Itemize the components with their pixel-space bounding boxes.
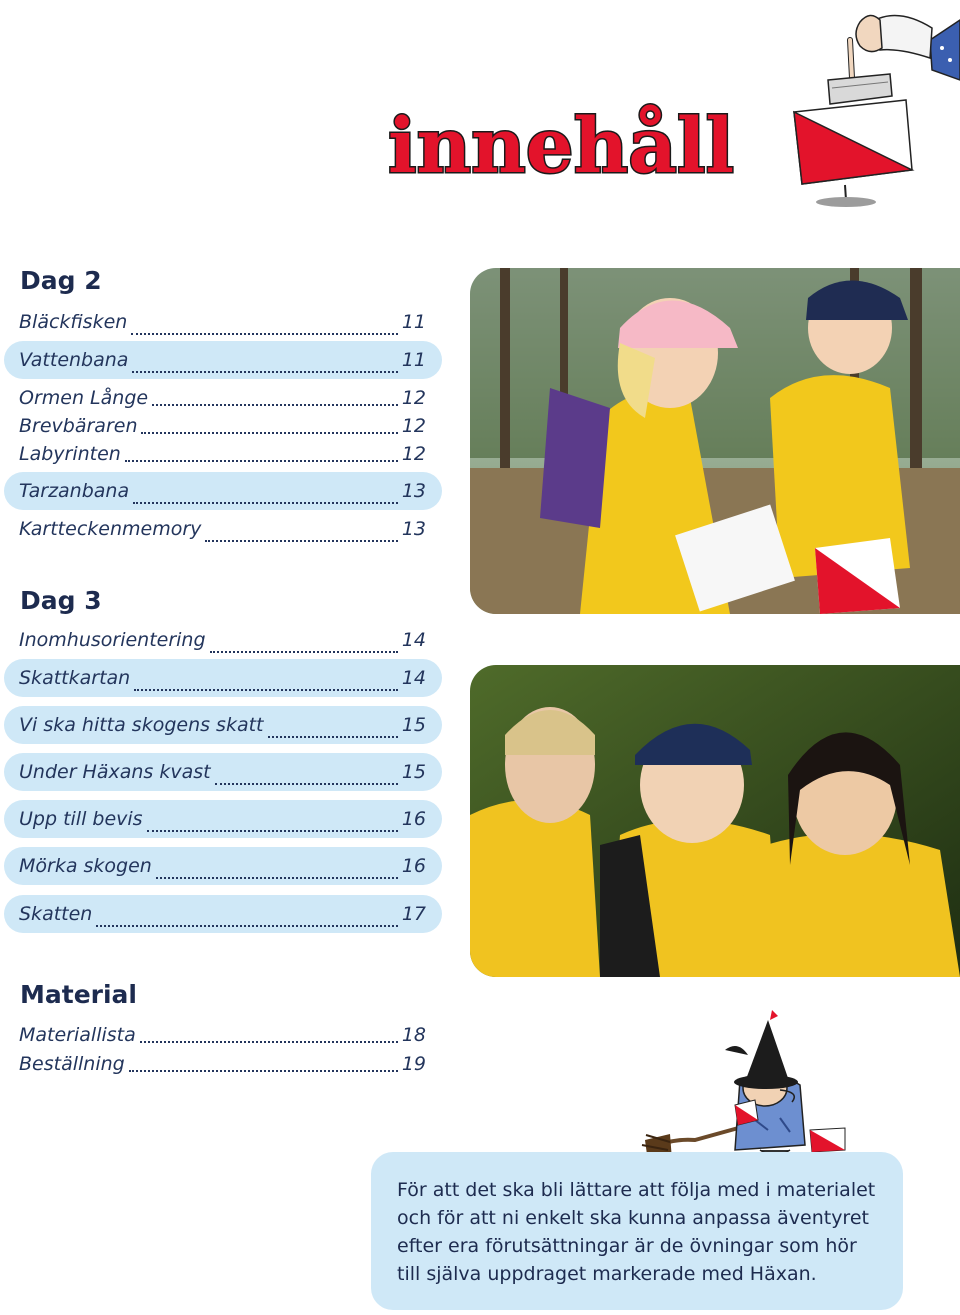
witch-illustration <box>640 1010 860 1170</box>
toc-entry[interactable] <box>4 472 442 510</box>
info-text-line: och för att ni enkelt ska kunna anpassa äventyret <box>397 1207 869 1229</box>
toc-entry-page: 16 <box>401 808 426 830</box>
children-orienteering-photo <box>470 268 960 614</box>
leader-dots <box>140 1040 398 1043</box>
toc-entry-page: 18 <box>401 1024 426 1046</box>
info-box <box>371 1152 903 1310</box>
leader-dots <box>156 876 398 879</box>
toc-entry[interactable] <box>4 753 442 791</box>
leader-dots <box>152 403 398 406</box>
toc-entry-page: 14 <box>401 629 426 651</box>
toc-entry-page: 16 <box>401 855 426 877</box>
info-text-line: till själva uppdraget markerade med Häxan. <box>397 1263 817 1285</box>
children-group-photo <box>470 665 960 977</box>
toc-entry-label: Inomhusorientering <box>19 629 206 651</box>
toc-entry-label: Beställning <box>19 1053 125 1075</box>
leader-dots <box>131 332 397 335</box>
toc-entry[interactable] <box>4 1021 442 1049</box>
toc-entry-label: Mörka skogen <box>19 855 152 877</box>
toc-entry-page: 15 <box>401 761 426 783</box>
section-heading-material: Material <box>20 980 137 1009</box>
toc-entry-label: Ormen Långe <box>19 387 149 409</box>
leader-dots <box>125 459 398 462</box>
title-text: innehåll <box>388 101 734 190</box>
toc-entry[interactable] <box>4 800 442 838</box>
toc-entry-page: 19 <box>401 1053 426 1075</box>
toc-entry[interactable] <box>4 895 442 933</box>
toc-entry[interactable] <box>4 706 442 744</box>
toc-entry-page: 11 <box>401 311 426 333</box>
leader-dots <box>268 735 398 738</box>
leader-dots <box>147 829 398 832</box>
toc-entry[interactable] <box>4 659 442 697</box>
leader-dots <box>215 782 398 785</box>
toc-entry[interactable] <box>4 847 442 885</box>
toc-entry-label: Tarzanbana <box>19 480 130 502</box>
toc-entry-label: Labyrinten <box>19 443 121 465</box>
toc-entry-label: Skattkartan <box>19 667 131 689</box>
toc-entry[interactable] <box>4 440 442 468</box>
toc-entry[interactable] <box>4 1050 442 1078</box>
toc-entry-page: 12 <box>401 387 426 409</box>
toc-entry-page: 12 <box>401 443 426 465</box>
leader-dots <box>134 688 398 691</box>
toc-entry[interactable] <box>4 412 442 440</box>
toc-entry-page: 13 <box>401 518 426 540</box>
toc-entry-page: 14 <box>401 667 426 689</box>
toc-entry-label: Skatten <box>19 903 93 925</box>
toc-entry-label: Brevbäraren <box>19 415 138 437</box>
toc-entry-label: Kartteckenmemory <box>19 518 202 540</box>
leader-dots <box>129 1069 398 1072</box>
toc-entry-page: 15 <box>401 714 426 736</box>
toc-entry[interactable] <box>4 384 442 412</box>
toc-entry-label: Vattenbana <box>19 349 129 371</box>
toc-entry[interactable] <box>4 621 442 659</box>
leader-dots <box>210 650 398 653</box>
toc-entry-label: Under Häxans kvast <box>19 761 211 783</box>
section-heading-dag-2: Dag 2 <box>20 266 102 295</box>
toc-entry-page: 13 <box>401 480 426 502</box>
toc-entry-label: Vi ska hitta skogens skatt <box>19 714 264 736</box>
page-title <box>386 96 746 191</box>
leader-dots <box>96 924 397 927</box>
leader-dots <box>205 539 397 542</box>
toc-entry[interactable] <box>4 510 442 548</box>
toc-entry-page: 12 <box>401 415 426 437</box>
leader-dots <box>133 501 398 504</box>
info-text-line: För att det ska bli lättare att följa med i materialet <box>397 1179 876 1201</box>
toc-entry[interactable] <box>4 303 442 341</box>
info-text-line: efter era förutsättningar är de övningar som hör <box>397 1235 857 1257</box>
toc-entry-page: 11 <box>401 349 426 371</box>
orienteering-control-illustration <box>780 0 960 212</box>
section-heading-dag-3: Dag 3 <box>20 586 102 615</box>
leader-dots <box>141 431 397 434</box>
toc-entry[interactable] <box>4 341 442 379</box>
toc-entry-label: Materiallista <box>19 1024 136 1046</box>
leader-dots <box>132 370 397 373</box>
toc-entry-label: Upp till bevis <box>19 808 143 830</box>
toc-entry-page: 17 <box>401 903 426 925</box>
toc-entry-label: Bläckfisken <box>19 311 128 333</box>
